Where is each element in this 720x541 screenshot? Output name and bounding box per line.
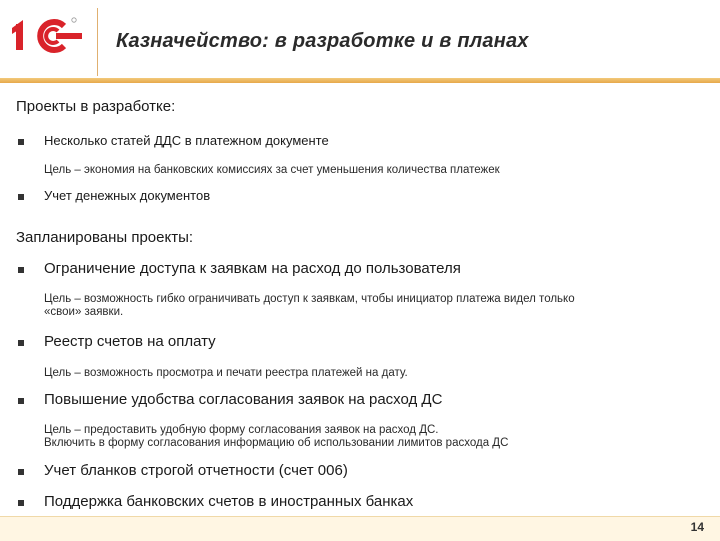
- list-item: Ограничение доступа к заявкам на расход до пользователя: [44, 260, 461, 277]
- section-heading: Проекты в разработке:: [16, 98, 176, 115]
- item-note: «свои» заявки.: [44, 306, 124, 318]
- list-item: Учет бланков строгой отчетности (счет 006): [44, 462, 348, 479]
- item-note: Цель – предоставить удобную форму согласования заявок на расход ДС.: [44, 424, 439, 436]
- item-note: Включить в форму согласования информацию об использовании лимитов расхода ДС: [44, 437, 509, 449]
- page-number: 14: [690, 520, 704, 534]
- item-note: Цель – экономия на банковских комиссиях за счет уменьшения количества платежек: [44, 164, 500, 176]
- bullet-icon: [18, 469, 24, 475]
- footer-bar: [0, 516, 720, 541]
- slide-title: Казначейство: в разработке и в планах: [116, 30, 529, 52]
- bullet-icon: [18, 340, 24, 346]
- list-item: Несколько статей ДДС в платежном документе: [44, 133, 329, 148]
- item-note: Цель – возможность гибко ограничивать доступ к заявкам, чтобы инициатор платежа видел только: [44, 293, 575, 305]
- list-item: Повышение удобства согласования заявок на расход ДС: [44, 391, 443, 408]
- svg-text:1С: 1С: [32, 56, 34, 57]
- list-item: Реестр счетов на оплату: [44, 333, 216, 350]
- bullet-icon: [18, 398, 24, 404]
- item-note: Цель – возможность просмотра и печати реестра платежей на дату.: [44, 367, 408, 379]
- bullet-icon: [18, 139, 24, 145]
- bullet-icon: [18, 194, 24, 200]
- bullet-icon: [18, 267, 24, 273]
- list-item: Учет денежных документов: [44, 188, 211, 203]
- section-heading: Запланированы проекты:: [16, 229, 194, 246]
- list-item: Поддержка банковских счетов в иностранных банках: [44, 493, 414, 510]
- bullet-icon: [18, 500, 24, 506]
